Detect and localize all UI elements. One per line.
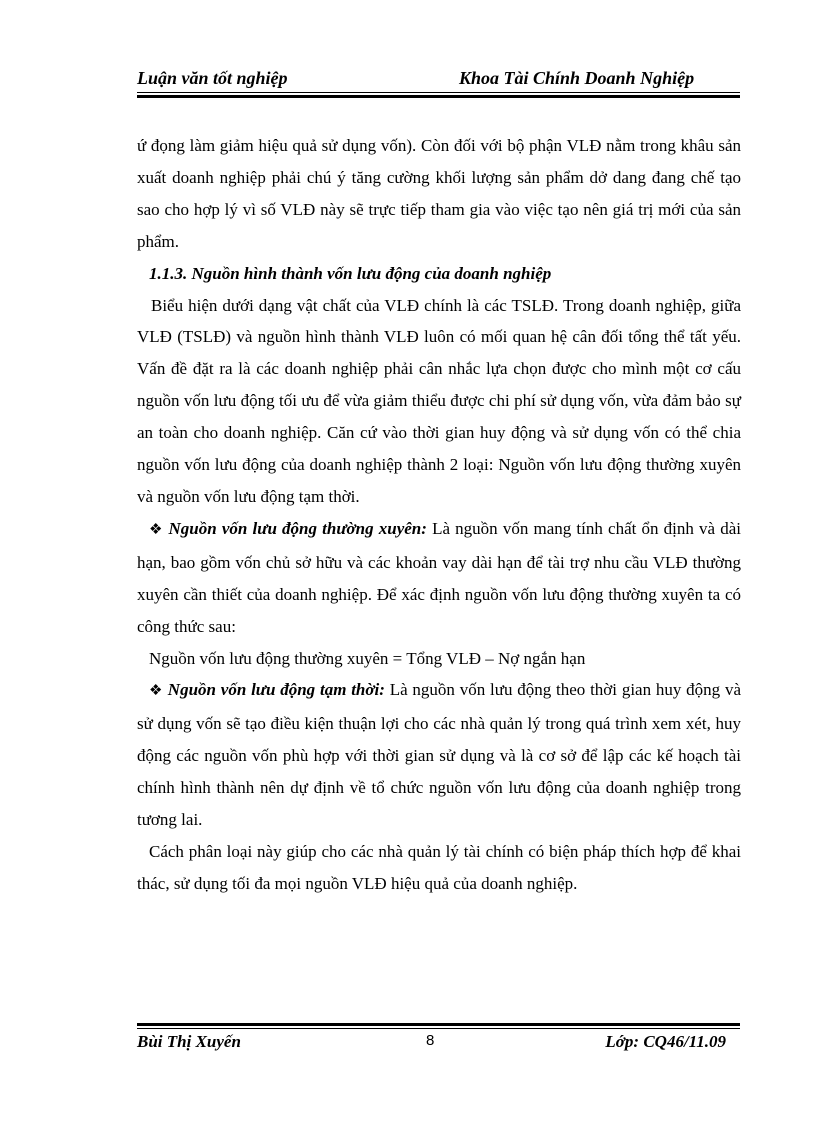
formula: Nguồn vốn lưu động thường xuyên = Tổng VLĐ – Nợ ngắn hạn — [149, 648, 586, 668]
bullet-permanent — [137, 513, 741, 643]
footer-rule-thin — [137, 1028, 740, 1029]
bullet-permanent-text: Là nguồn vốn mang tính chất ổn định và dài hạn, bao gồm vốn chủ sở hữu và các khoản vay dài hạn để tài trợ nhu cầu VLĐ thường xuyên cần thiết của doanh nghiệp. Để xác định nguồn vốn lưu động thường xuyên ta có công thức sau: — [137, 518, 742, 636]
page-number: 8 — [426, 1032, 435, 1049]
page-header — [137, 68, 740, 94]
page-body — [137, 130, 741, 900]
bullet-temporary — [137, 674, 741, 836]
header-rule-thick — [137, 95, 740, 98]
bullet-permanent-lead: Nguồn vốn lưu động thường xuyên: — [168, 518, 427, 538]
paragraph-conclusion: Cách phân loại này giúp cho các nhà quản lý tài chính có biện pháp thích hợp để khai thác, sử dụng tối đa mọi nguồn VLĐ hiệu quả của doanh nghiệp. — [137, 841, 741, 893]
header-thesis-title: Luận văn tốt nghiệp — [137, 68, 288, 88]
paragraph-sources: Biểu hiện dưới dạng vật chất của VLĐ chính là các TSLĐ. Trong doanh nghiệp, giữa VLĐ (TSLĐ) và nguồn hình thành VLĐ luôn có mối quan hệ cân đối tổng thể tất yếu. Vấn đề đặt ra là các doanh nghiệp phải cân nhắc lựa chọn được cho mình một cơ cấu nguồn vốn lưu động tối ưu để vừa giảm thiểu được chi phí sử dụng vốn, vừa đảm bảo sự an toàn cho doanh nghiệp. Căn cứ vào thời gian huy động và sử dụng vốn có thể chia nguồn vốn lưu động của doanh nghiệp thành 2 loại: Nguồn vốn lưu động thường xuyên và nguồn vốn lưu động tạm thời. — [137, 295, 741, 506]
diamond-bullet-icon: ❖ — [149, 683, 163, 700]
footer-class: Lớp: CQ46/11.09 — [605, 1032, 726, 1051]
header-rule-thin — [137, 92, 740, 93]
footer-rule-thick — [137, 1023, 740, 1026]
page-footer — [137, 1032, 740, 1056]
section-heading: 1.1.3. Nguồn hình thành vốn lưu động của doanh nghiệp — [149, 263, 552, 283]
footer-author: Bùi Thị Xuyến — [137, 1032, 241, 1051]
bullet-temporary-lead: Nguồn vốn lưu động tạm thời: — [167, 680, 385, 700]
diamond-bullet-icon: ❖ — [149, 521, 164, 538]
header-faculty: Khoa Tài Chính Doanh Nghiệp — [459, 68, 695, 88]
paragraph-intro: ứ đọng làm giảm hiệu quả sử dụng vốn). Còn đối với bộ phận VLĐ nằm trong khâu sản xuất doanh nghiệp phải chú ý tăng cường khối lượng sản phẩm dở dang đang chế tạo sao cho hợp lý vì số VLĐ này sẽ trực tiếp tham gia vào việc tạo nên giá trị mới của sản phẩm. — [137, 136, 741, 251]
bullet-temporary-text: Là nguồn vốn lưu động theo thời gian huy động và sử dụng vốn sẽ tạo điều kiện thuận lợi cho các nhà quản lý trong quá trình xem xét, huy động các nguồn vốn phù hợp với thời gian sử dụng và là cơ sở để lập các kế hoạch tài chính hình thành nên dự định về tổ chức nguồn vốn lưu động của doanh nghiệp trong tương lai. — [137, 680, 742, 830]
